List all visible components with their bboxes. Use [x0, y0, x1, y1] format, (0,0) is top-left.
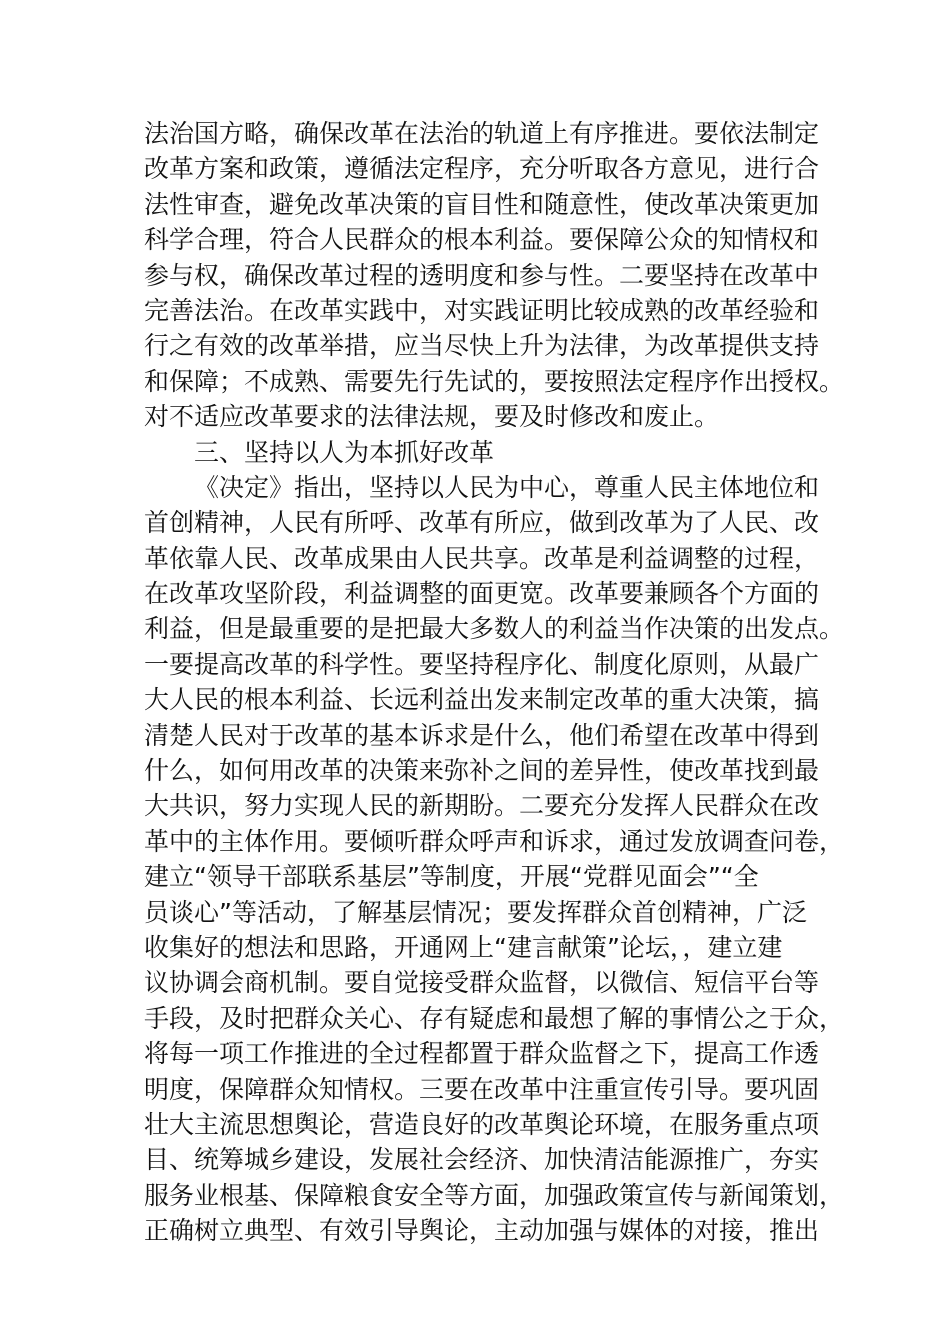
- text-line: 收集好的想法和思路，开通网上“建言献策”论坛，，建立建: [144, 932, 783, 962]
- text-line: 首创精神，人民有所呼、改革有所应，做到改革为了人民、改: [144, 508, 820, 538]
- paragraph-first-line: 《决定》指出，坚持以人民为中心，尊重人民主体地位和: [194, 472, 820, 502]
- text-line: 和保障；不成熟、需要先行先试的，要按照法定程序作出授权。: [144, 366, 845, 396]
- text-line: 手段，及时把群众关心、存有疑虑和最想了解的事情公之于众，: [144, 1003, 845, 1033]
- text-line: 建立“领导干部联系基层”等制度，开展“党群见面会”“全: [144, 862, 759, 892]
- section-heading: 三、坚持以人为本抓好改革: [194, 437, 495, 467]
- text-line: 革依靠人民、改革成果由人民共享。改革是利益调整的过程，: [144, 543, 820, 573]
- text-line: 目、统筹城乡建设，发展社会经济、加快清洁能源推广，夯实: [144, 1145, 820, 1175]
- text-line: 服务业根基、保障粮食安全等方面，加强政策宣传与新闻策划，: [144, 1180, 845, 1210]
- text-line: 壮大主流思想舆论，营造良好的改革舆论环境，在服务重点项: [144, 1109, 820, 1139]
- text-line: 利益，但是最重要的是把最大多数人的利益当作决策的出发点。: [144, 614, 845, 644]
- body-text: [144, 116, 845, 1249]
- text-line: 改革方案和政策，遵循法定程序，充分听取各方意见，进行合: [144, 154, 820, 184]
- text-line: 正确树立典型、有效引导舆论，主动加强与媒体的对接，推出: [144, 1216, 820, 1246]
- text-line: 大共识，努力实现人民的新期盼。二要充分发挥人民群众在改: [144, 791, 820, 821]
- text-line: 法治国方略，确保改革在法治的轨道上有序推进。要依法制定: [144, 119, 820, 148]
- text-line: 科学合理，符合人民群众的根本利益。要保障公众的知情权和: [144, 225, 820, 255]
- text-line: 一要提高改革的科学性。要坚持程序化、制度化原则，从最广: [144, 649, 820, 679]
- text-line: 法性审查，避免改革决策的盲目性和随意性，使改革决策更加: [144, 189, 820, 219]
- text-line: 革中的主体作用。要倾听群众呼声和诉求，通过发放调查问卷，: [144, 826, 845, 856]
- text-line: 对不适应改革要求的法律法规，要及时修改和废止。: [144, 402, 720, 432]
- text-line: 员谈心”等活动，了解基层情况；要发挥群众首创精神，广泛: [144, 897, 807, 927]
- text-line: 什么，如何用改革的决策来弥补之间的差异性，使改革找到最: [144, 756, 820, 786]
- text-line: 清楚人民对于改革的基本诉求是什么，他们希望在改革中得到: [144, 720, 820, 750]
- text-line: 完善法治。在改革实践中，对实践证明比较成熟的改革经验和: [144, 295, 820, 325]
- text-line: 在改革攻坚阶段，利益调整的面更宽。改革要兼顾各个方面的: [144, 579, 820, 609]
- text-line: 参与权，确保改革过程的透明度和参与性。二要坚持在改革中: [144, 260, 820, 290]
- text-line: 大人民的根本利益、长远利益出发来制定改革的重大决策，搞: [144, 685, 820, 715]
- text-line: 明度，保障群众知情权。三要在改革中注重宣传引导。要巩固: [144, 1074, 820, 1104]
- text-line: 行之有效的改革举措，应当尽快上升为法律，为改革提供支持: [144, 331, 820, 361]
- text-line: 将每一项工作推进的全过程都置于群众监督之下，提高工作透: [144, 1039, 820, 1069]
- text-line: 议协调会商机制。要自觉接受群众监督，以微信、短信平台等: [144, 968, 820, 998]
